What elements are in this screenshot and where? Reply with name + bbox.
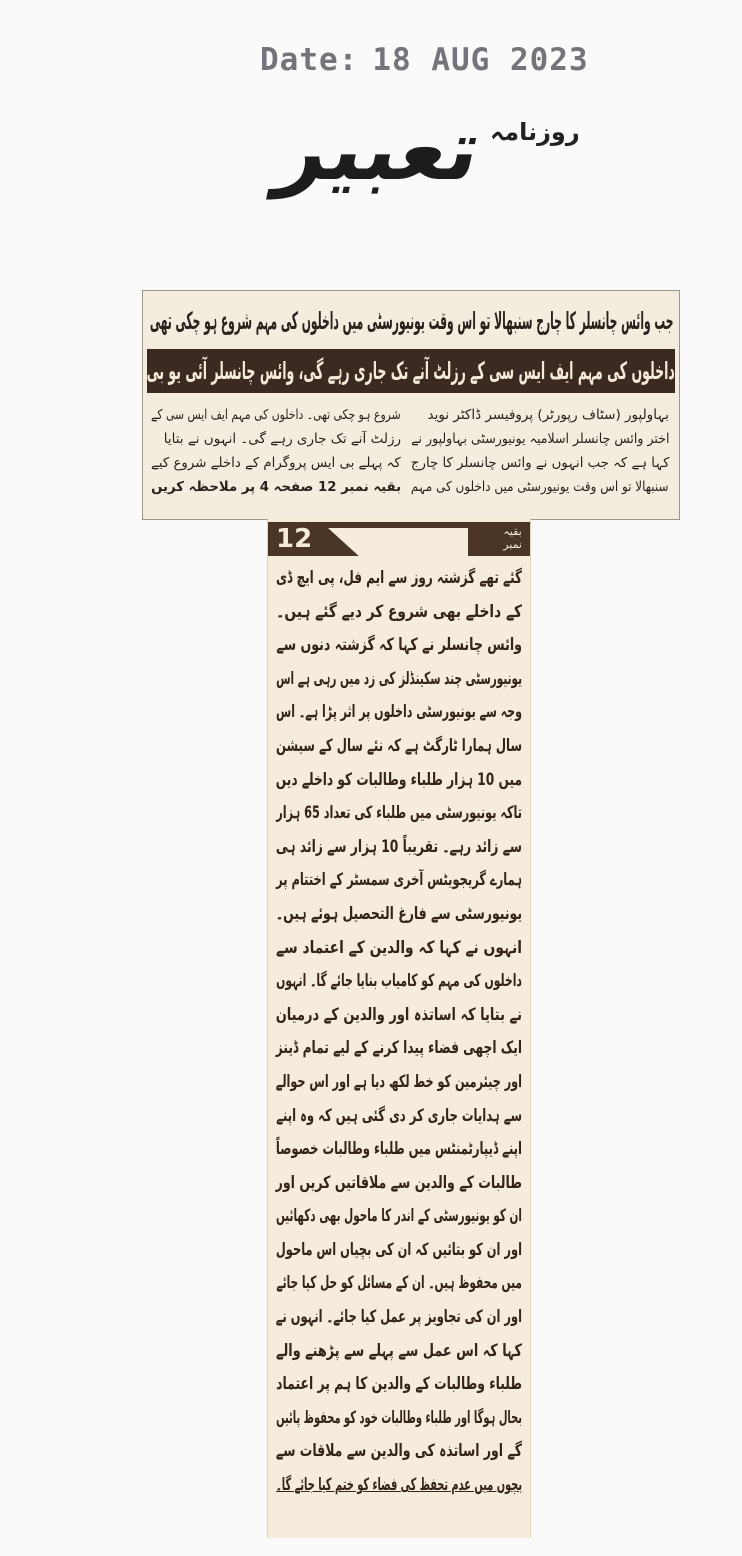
subheadline-text: داخلوں کی مہم ایف ایس سی کے رزلٹ آنے تک جاری رہے گی، وائس چانسلر آئی یو بی <box>146 357 675 385</box>
body-line-text: بہاولپور (سٹاف رپورٹر) پروفیسر ڈاکٹر نوید <box>427 407 669 423</box>
text-line: میں 10 ہزار طلباء وطالبات کو داخلے دیں <box>275 769 522 790</box>
text-line: نے بتایا کہ اساتذہ اور والدین کے درمیان <box>275 1004 522 1025</box>
text-line: وائس چانسلر نے کہا کہ گزشتہ دنوں سے <box>276 635 522 656</box>
text-line: اپنے ڈیپارٹمنٹس میں طلباء وطالبات خصوصاً <box>275 1139 522 1160</box>
text-line: طالبات کے والدین سے ملاقاتیں کریں اور <box>275 1172 522 1193</box>
text-line: اور ان کو بتائیں کہ ان کی بچیاں اس ماحول <box>275 1239 522 1260</box>
text-line: ہمارے گریجویٹس آخری سمسٹر کے اختتام پر <box>276 870 522 891</box>
continued-note-text: بقیہ نمبر 12 صفحہ 4 پر ملاحظہ کریں <box>150 479 401 495</box>
body-line <box>151 403 401 427</box>
label-bottom: نمبر <box>503 538 522 551</box>
text-line: تاکہ یونیورسٹی میں طلباء کی تعداد 65 ہزار <box>276 803 522 824</box>
body-line <box>411 475 669 499</box>
body-line <box>151 451 401 475</box>
body-line-text: سنبھالا تو اس وقت یونیورسٹی میں داخلوں کی مہم <box>411 479 669 495</box>
text-line: طلباء وطالبات کے والدین کا ہم پر اعتماد <box>276 1374 522 1395</box>
date-stamp <box>260 42 603 78</box>
text-line: کے داخلے بھی شروع کر دیے گئے ہیں۔ <box>276 601 522 622</box>
text-line: داخلوں کی مہم کو کامیاب بنایا جائے گا۔ انہوں <box>276 971 522 992</box>
text-line: یونیورسٹی چند سکینڈلز کی زد میں رہی ہے اس <box>276 668 522 689</box>
body-line-text: شروع ہو چکی تھی۔ داخلوں کی مہم ایف ایس سی کے <box>151 407 401 423</box>
masthead-prefix: روزنامہ <box>490 118 580 146</box>
subheadline <box>147 349 675 393</box>
body-line-text: رزلٹ آنے تک جاری رہے گی۔ انہوں نے بتایا <box>163 431 401 447</box>
masthead-name: تعبیر <box>269 101 491 199</box>
text-line: بحال ہوگا اور طلباء وطالبات خود کو محفوظ پائیں <box>276 1407 522 1428</box>
masthead <box>269 101 580 238</box>
article-column-right <box>411 403 669 499</box>
continuation-text <box>276 562 522 1503</box>
continuation-number: 12 <box>276 524 313 554</box>
headline-text: جب وائس چانسلر کا چارج سنبھالا تو اس وقت یونیورسٹی میں داخلوں کی مہم شروع ہو چکی تھی <box>149 307 673 335</box>
headline <box>149 307 673 335</box>
text-line: اور ان کی تجاویز پر عمل کیا جائے۔ انہوں نے <box>275 1307 522 1328</box>
text-line: ایک اچھی فضاء پیدا کرنے کے لیے تمام ڈینز <box>275 1038 522 1059</box>
continued-note <box>151 475 401 499</box>
text-line: وجہ سے یونیورسٹی داخلوں پر اثر پڑا ہے۔ اس <box>275 702 522 723</box>
text-line: کہا کہ اس عمل سے پہلے سے پڑھنے والے <box>275 1340 522 1361</box>
text-line: ان کو یونیورسٹی کے اندر کا ماحول بھی دکھائیں <box>275 1206 522 1227</box>
continuation-column <box>267 518 531 1538</box>
text-line: میں محفوظ ہیں۔ ان کے مسائل کو حل کیا جائے <box>276 1273 522 1294</box>
date-value: 18 AUG 2023 <box>372 42 589 78</box>
label-top: بقیہ <box>503 525 522 538</box>
text-line: سے زائد رہے۔ تقریباً 10 ہزار سے زائد ہی <box>275 836 522 857</box>
body-line <box>411 427 669 451</box>
text-line: سال ہمارا ٹارگٹ ہے کہ نئے سال کے سیشن <box>276 735 522 756</box>
text-line: یونیورسٹی سے فارغ التحصیل ہوئے ہیں۔ <box>275 903 522 924</box>
text-line: بچوں میں عدم تحفظ کی فضاء کو ختم کیا جائے گا۔ <box>276 1475 522 1496</box>
article-column-left <box>151 403 401 499</box>
text-line: سے ہدایات جاری کر دی گئی ہیں کہ وہ اپنے <box>276 1105 522 1126</box>
text-line: گے اور اساتذہ کی والدین سے ملاقات سے <box>275 1441 522 1462</box>
body-line-text: اختر وائس چانسلر اسلامیہ یونیورسٹی بہاولپور نے <box>410 431 669 447</box>
body-line <box>151 427 401 451</box>
news-article <box>142 290 680 520</box>
body-line <box>411 451 669 475</box>
header-wedge <box>328 528 468 556</box>
text-line: اور چیئرمین کو خط لکھ دیا ہے اور اس حوالے <box>275 1071 522 1092</box>
continuation-header <box>268 522 530 556</box>
body-line-text: کہا ہے کہ جب انہوں نے وائس چانسلر کا چارج <box>410 455 669 471</box>
body-line <box>411 403 669 427</box>
body-line-text: کہ پہلے بی ایس پروگرام کے داخلے شروع کیے <box>151 455 401 471</box>
text-line: گئے تھے گزشتہ روز سے ایم فل، پی ایچ ڈی <box>275 568 522 588</box>
continuation-label <box>503 525 522 551</box>
date-label: Date: <box>260 42 359 78</box>
text-line: انہوں نے کہا کہ والدین کے اعتماد سے <box>276 937 522 958</box>
